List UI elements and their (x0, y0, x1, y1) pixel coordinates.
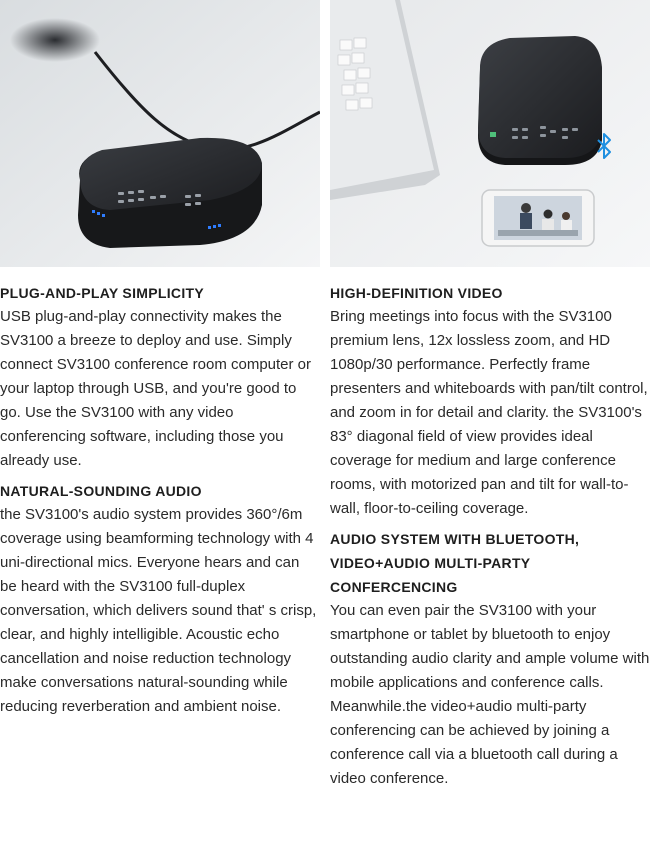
speaker-laptop-photo (330, 0, 650, 267)
left-text (0, 281, 320, 719)
section-heading: NATURAL-SOUNDING AUDIO (0, 483, 202, 499)
section-heading: AUDIO SYSTEM WITH BLUETOOTH, VIDEO+AUDIO MULTI-PARTY CONFERCENCING (330, 531, 580, 595)
section-body: the SV3100's audio system provides 360°/6m coverage using beamforming technology with 4 uni-directional mics. Everyone hears and can be heard with the SV3100 full-duplex conversation, which delivers sound that' s crisp, clear, and highly intelligible. Acoustic echo cancellation and noise reduction technology make conversations natural-sounding while reducing reverberation and ambient noise. (0, 506, 317, 715)
left-column (0, 0, 320, 725)
conference-speaker-icon (78, 138, 262, 248)
right-text (330, 281, 650, 791)
section-heading: PLUG-AND-PLAY SIMPLICITY (0, 285, 204, 301)
section-body: USB plug-and-play connectivity makes the SV3100 a breeze to deploy and use. Simply connect SV3100 conference room computer or your laptop through USB, and you're good to go. Use the SV3100 with any video conferencing software, including those you already use. (0, 308, 312, 469)
right-column (330, 0, 650, 797)
blurred-speaker-icon (10, 18, 100, 62)
speaker-usb-photo (0, 0, 320, 267)
smartphone-icon (482, 190, 594, 246)
section-body: You can even pair the SV3100 with your smartphone or tablet by bluetooth to enjoy outstanding audio clarity and ample volume with mobile applications and conference calls. Meanwhile.the video+audio multi-party conferencing can be achieved by joining a conference call via a bluetooth call during a video conference. (330, 602, 650, 787)
section-heading: HIGH-DEFINITION VIDEO (330, 285, 503, 301)
conference-speaker-icon (478, 36, 602, 165)
section-body: Bring meetings into focus with the SV3100 premium lens, 12x lossless zoom, and HD 1080p/30 performance. Perfectly frame presenters and whiteboards with pan/tilt control, and zoom in for detail and clarity. the SV3100's 83° diagonal field of view provides ideal coverage for medium and large conference rooms, with motorized pan and tilt for wall-to-wall, floor-to-ceiling coverage. (330, 308, 648, 517)
